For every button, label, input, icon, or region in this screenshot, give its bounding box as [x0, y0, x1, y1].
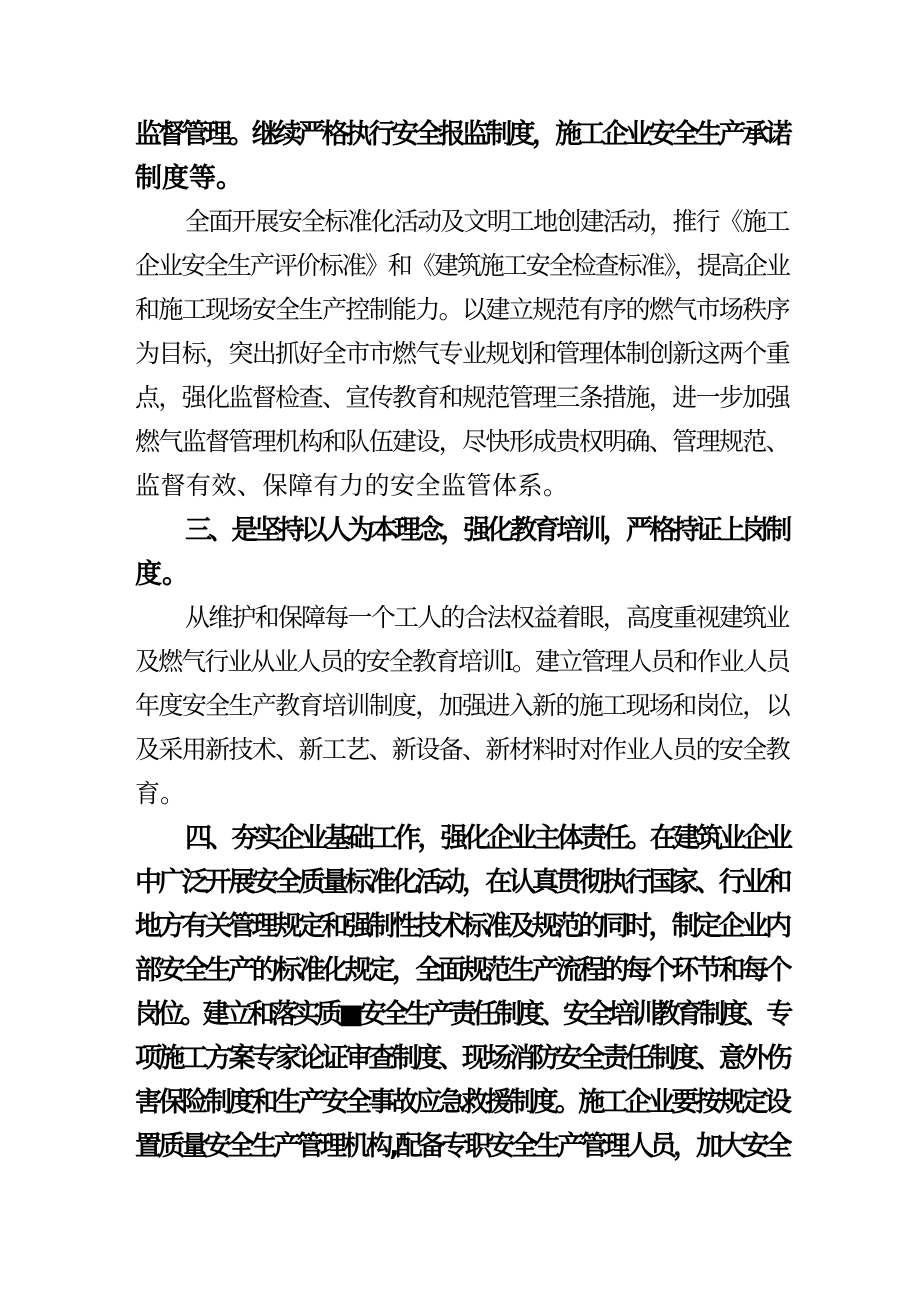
paragraph-1-line-1: 监督管理。继续严格执行安全报监制度，施工企业安全生产承诺 — [135, 119, 789, 150]
paragraph-1-line-2: 制度等。 — [135, 163, 243, 194]
paragraph-4-line-2: 及燃气行业从业人员的安全教育培训I。建立管理人员和作业人员 — [135, 647, 789, 676]
paragraph-4-line-1: 从维护和保障每一个工人的合法权益着眼，高度重视建筑业 — [185, 603, 789, 632]
paragraph-2-line-4: 为目标，突出抓好全市市燃气专业规划和管理体制创新这两个重 — [135, 339, 790, 368]
section-4-line-8: 置质量安全生产管理机构,配备专职安全生产管理人员，加大安全 — [135, 1131, 789, 1162]
section-4-line-3: 地方有关管理规定和强制性技术标准及规范的同时，制定企业内 — [135, 911, 789, 942]
paragraph-2-line-5: 点，强化监督检查、宣传教育和规范管理三条措施，进一步加强 — [135, 383, 790, 412]
paragraph-2-line-2: 企业安全生产评价标准》和《建筑施工安全检查标准》，提高企业 — [135, 251, 789, 280]
paragraph-4-line-4: 及采用新技术、新工艺、新设备、新材料时对作业人员的安全教 — [135, 735, 790, 764]
paragraph-2-line-6: 燃气监督管理机构和队伍建设，尽快形成贵权明确、管理规范、 — [135, 427, 790, 456]
paragraph-2-line-3: 和施工现场安全生产控制能力。以建立规范有序的燃气市场秩序 — [135, 295, 790, 324]
section-4-line-7: 害保险制度和生产安全事故应急救援制度。施工企业要按规定设 — [135, 1087, 789, 1118]
paragraph-4-line-5: 育。 — [135, 779, 186, 808]
section-4-line-6: 项施工方案专家论证审查制度、现场消防安全责任制度、意外伤 — [135, 1043, 789, 1074]
paragraph-2-line-1: 全面开展安全标准化活动及文明工地创建活动，推行《施工 — [185, 207, 789, 236]
section-4-line-1: 四、夯实企业基础工作，强化企业主体责任。在建筑业企业 — [185, 823, 790, 854]
section-3-heading-line-2: 度。 — [135, 559, 189, 590]
paragraph-4-line-3: 年度安全生产教育培训制度，加强进入新的施工现场和岗位，以 — [135, 691, 790, 720]
section-3-heading-line-1: 三、是坚持以人为本理念，强化教育培训，严格持证上岗制 — [185, 515, 789, 546]
section-4-line-5: 岗位。建立和落实质■安全生产责任制度、安全培训教育制度、专 — [135, 999, 789, 1030]
section-4-line-4: 部安全生产的标准化规定，全面规范生产流程的每个环节和每个 — [135, 955, 789, 986]
paragraph-2-line-7: 监督有效、保障有力的安全监管体系。 — [135, 471, 569, 500]
section-4-line-2: 中广泛开展安全质量标准化活动，在认真贯彻执行国家、行业和 — [135, 867, 789, 898]
